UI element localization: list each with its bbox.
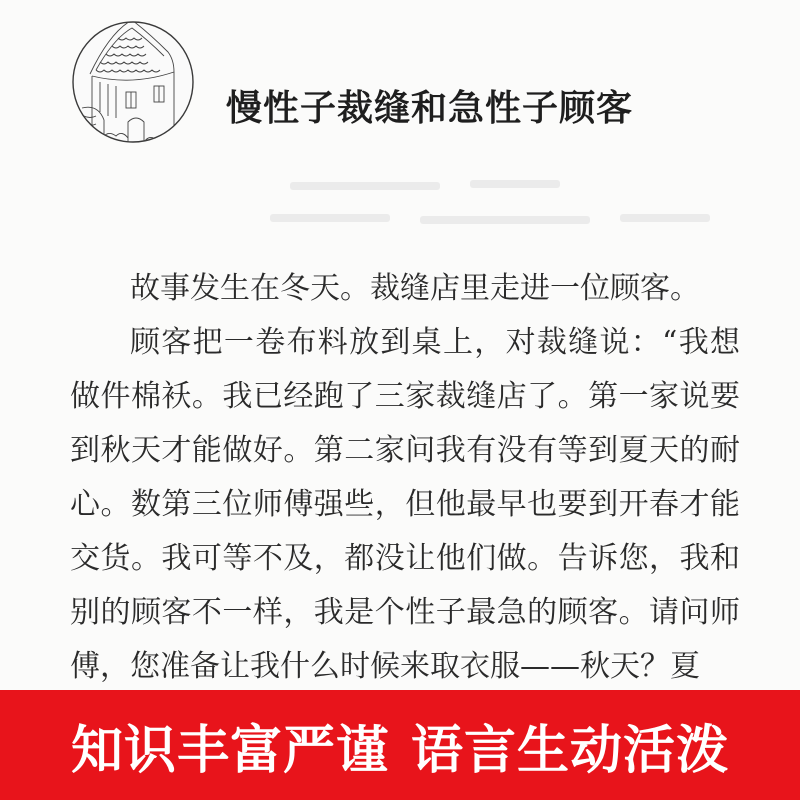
bleed-through-line [620, 214, 710, 222]
story-body [70, 262, 740, 694]
bleed-through-line [470, 180, 560, 188]
paragraph-opening: 故事发生在冬天。裁缝店里走进一位顾客。 [130, 271, 700, 306]
promo-slogan-right: 语言生动活泼 [411, 720, 730, 781]
bleed-through-line [290, 182, 440, 190]
bleed-through-line [270, 214, 390, 222]
promo-slogan [71, 708, 729, 783]
promo-slogan-left: 知识丰富严谨 [70, 720, 389, 781]
paragraph-customer-speech: 顾客把一卷布料放到桌上，对裁缝说：“我想做件棉袄。我已经跑了三家裁缝店了。第一家说要到秋天才能做好。第二家问我有没有等到夏天的耐心。数第三位师傅强些，但他最早也要到开春才能交货。我可等不及，都没让他们做。告诉您，我和别的顾客不一样，我是个性子最急的顾客。请问师傅，您准备让我什么时候来取衣服——秋天？夏 [70, 325, 740, 684]
bleed-through-line [420, 216, 590, 224]
story-title: 慢性子裁缝和急性子顾客 [226, 88, 634, 129]
round-house-sketch-icon [70, 12, 196, 158]
promo-banner [0, 690, 800, 800]
